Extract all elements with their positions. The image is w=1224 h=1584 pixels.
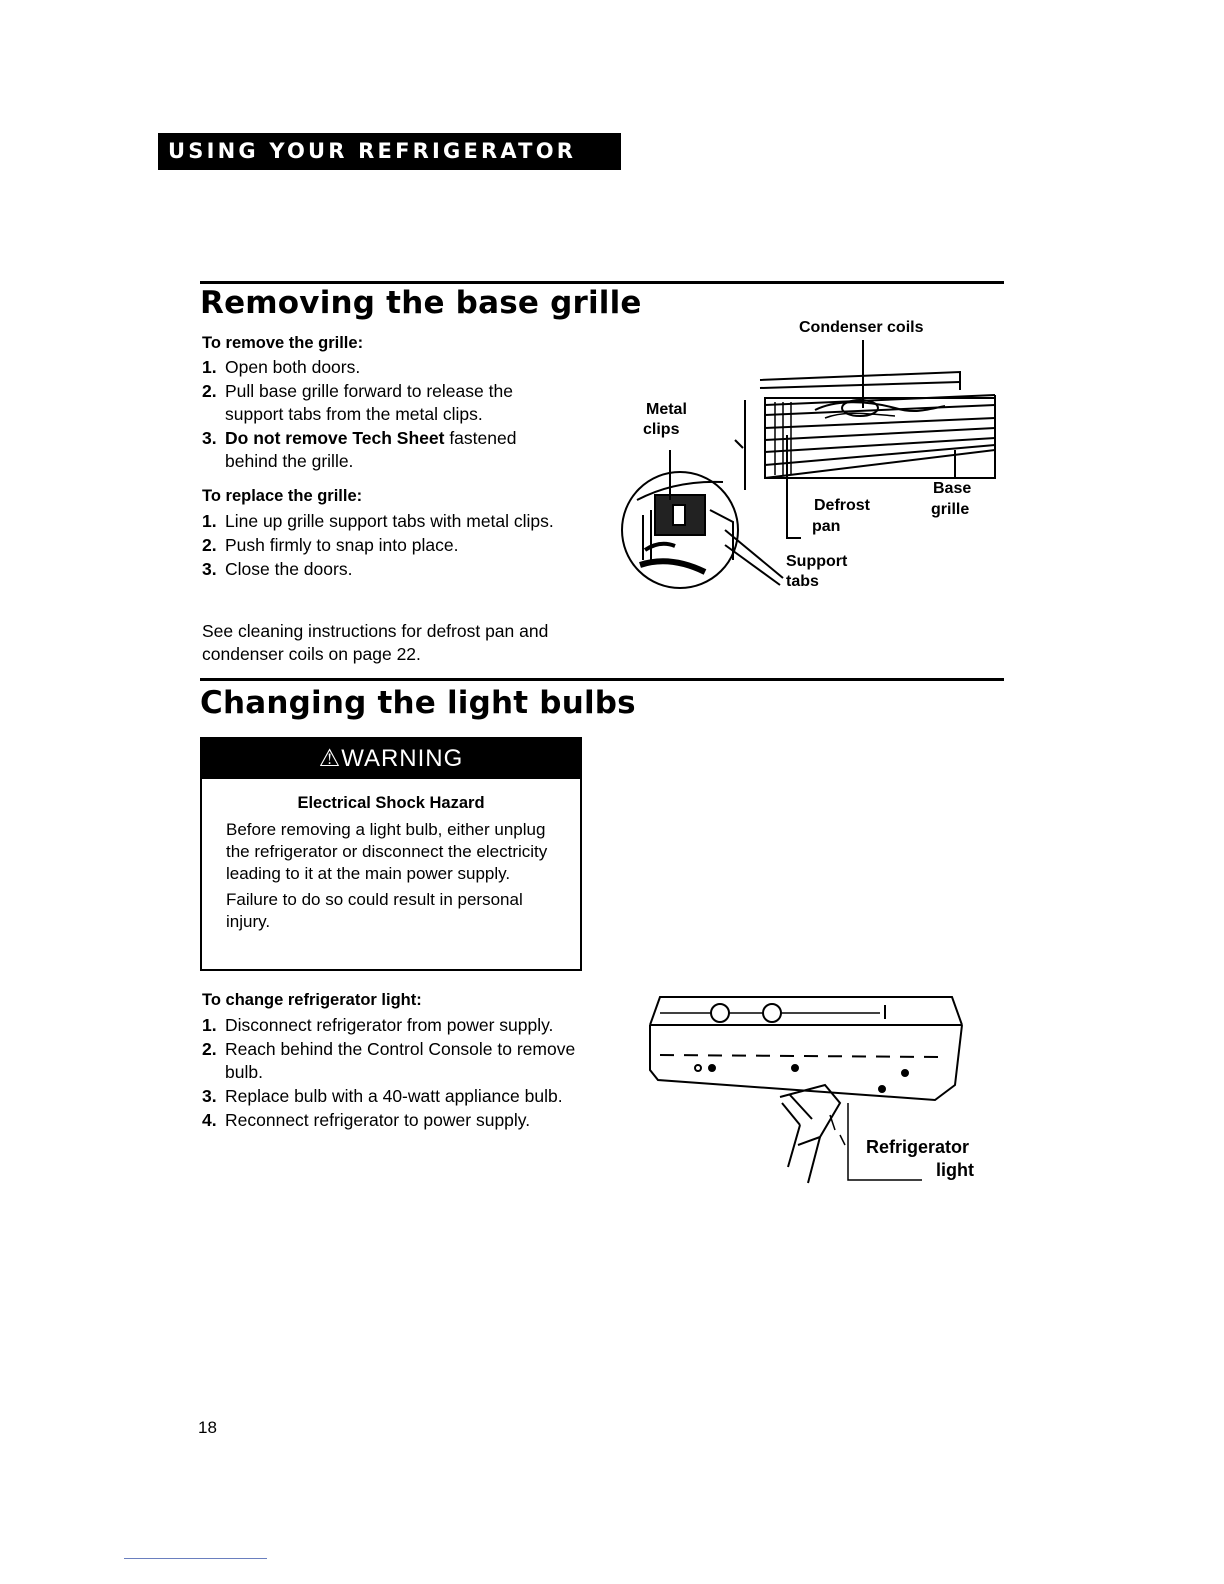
warning-paragraph: Failure to do so could result in personal injury. bbox=[226, 890, 523, 931]
list-item: 1. Open both doors. bbox=[202, 357, 361, 377]
support-tabs-label-1: Support bbox=[786, 553, 848, 570]
list-item: 4. Reconnect refrigerator to power supply. bbox=[202, 1110, 531, 1130]
page-number: 18 bbox=[198, 1418, 217, 1437]
hand-drawing bbox=[780, 1085, 922, 1183]
base-grille-label-1: Base bbox=[933, 480, 972, 497]
condenser-coils-label: Condenser coils bbox=[799, 319, 924, 336]
replace-heading: To replace the grille: bbox=[202, 487, 363, 505]
footer-divider bbox=[124, 1558, 267, 1559]
section-rule bbox=[200, 678, 1004, 681]
list-item: 2. Push firmly to snap into place. bbox=[202, 535, 459, 555]
metal-clips-label-2: clips bbox=[643, 421, 680, 438]
section-tag: USING YOUR REFRIGERATOR bbox=[158, 133, 621, 170]
replace-steps bbox=[202, 510, 562, 582]
base-grille-label-2: grille bbox=[931, 501, 970, 518]
list-item: 1. Line up grille support tabs with metal clips. bbox=[202, 511, 554, 531]
remove-steps bbox=[202, 356, 572, 474]
refrigerator-base-drawing bbox=[622, 340, 995, 588]
list-item: 3. Do not remove Tech Sheet fastened behind the grille. bbox=[202, 428, 517, 471]
refrigerator-light-label-1: Refrigerator bbox=[866, 1137, 970, 1157]
change-light-steps bbox=[202, 1014, 612, 1133]
warning-triangle-icon: ⚠ bbox=[318, 745, 342, 772]
metal-clips-label-1: Metal bbox=[646, 401, 687, 418]
warning-box bbox=[200, 737, 582, 971]
bulbs-title: Changing the light bulbs bbox=[200, 685, 636, 721]
support-tabs-label-2: tabs bbox=[786, 573, 819, 590]
list-item: 3. Replace bulb with a 40-watt appliance bulb. bbox=[202, 1086, 563, 1106]
warning-paragraph: Before removing a light bulb, either unplug the refrigerator or disconnect the electricity leading to it at the main power supply. bbox=[226, 820, 548, 883]
list-item: 2. Pull base grille forward to release the support tabs from the metal clips. bbox=[202, 381, 513, 424]
remove-heading: To remove the grille: bbox=[202, 334, 364, 352]
defrost-pan-label-2: pan bbox=[812, 518, 841, 535]
cleaning-note: See cleaning instructions for defrost pan and condenser coils on page 22. bbox=[202, 621, 549, 664]
control-console-drawing bbox=[650, 997, 962, 1100]
list-item: 1. Disconnect refrigerator from power supply. bbox=[202, 1015, 554, 1035]
list-item: 2. Reach behind the Control Console to remove bulb. bbox=[202, 1039, 576, 1082]
grille-title: Removing the base grille bbox=[200, 285, 642, 321]
hazard-title: Electrical Shock Hazard bbox=[297, 794, 485, 812]
change-light-heading: To change refrigerator light: bbox=[202, 991, 422, 1009]
list-item: 3. Close the doors. bbox=[202, 559, 353, 579]
warning-header bbox=[202, 739, 580, 779]
warning-label: WARNING bbox=[341, 745, 464, 772]
defrost-pan-label-1: Defrost bbox=[814, 497, 871, 514]
refrigerator-light-label-2: light bbox=[936, 1160, 974, 1180]
warning-text bbox=[226, 819, 566, 937]
